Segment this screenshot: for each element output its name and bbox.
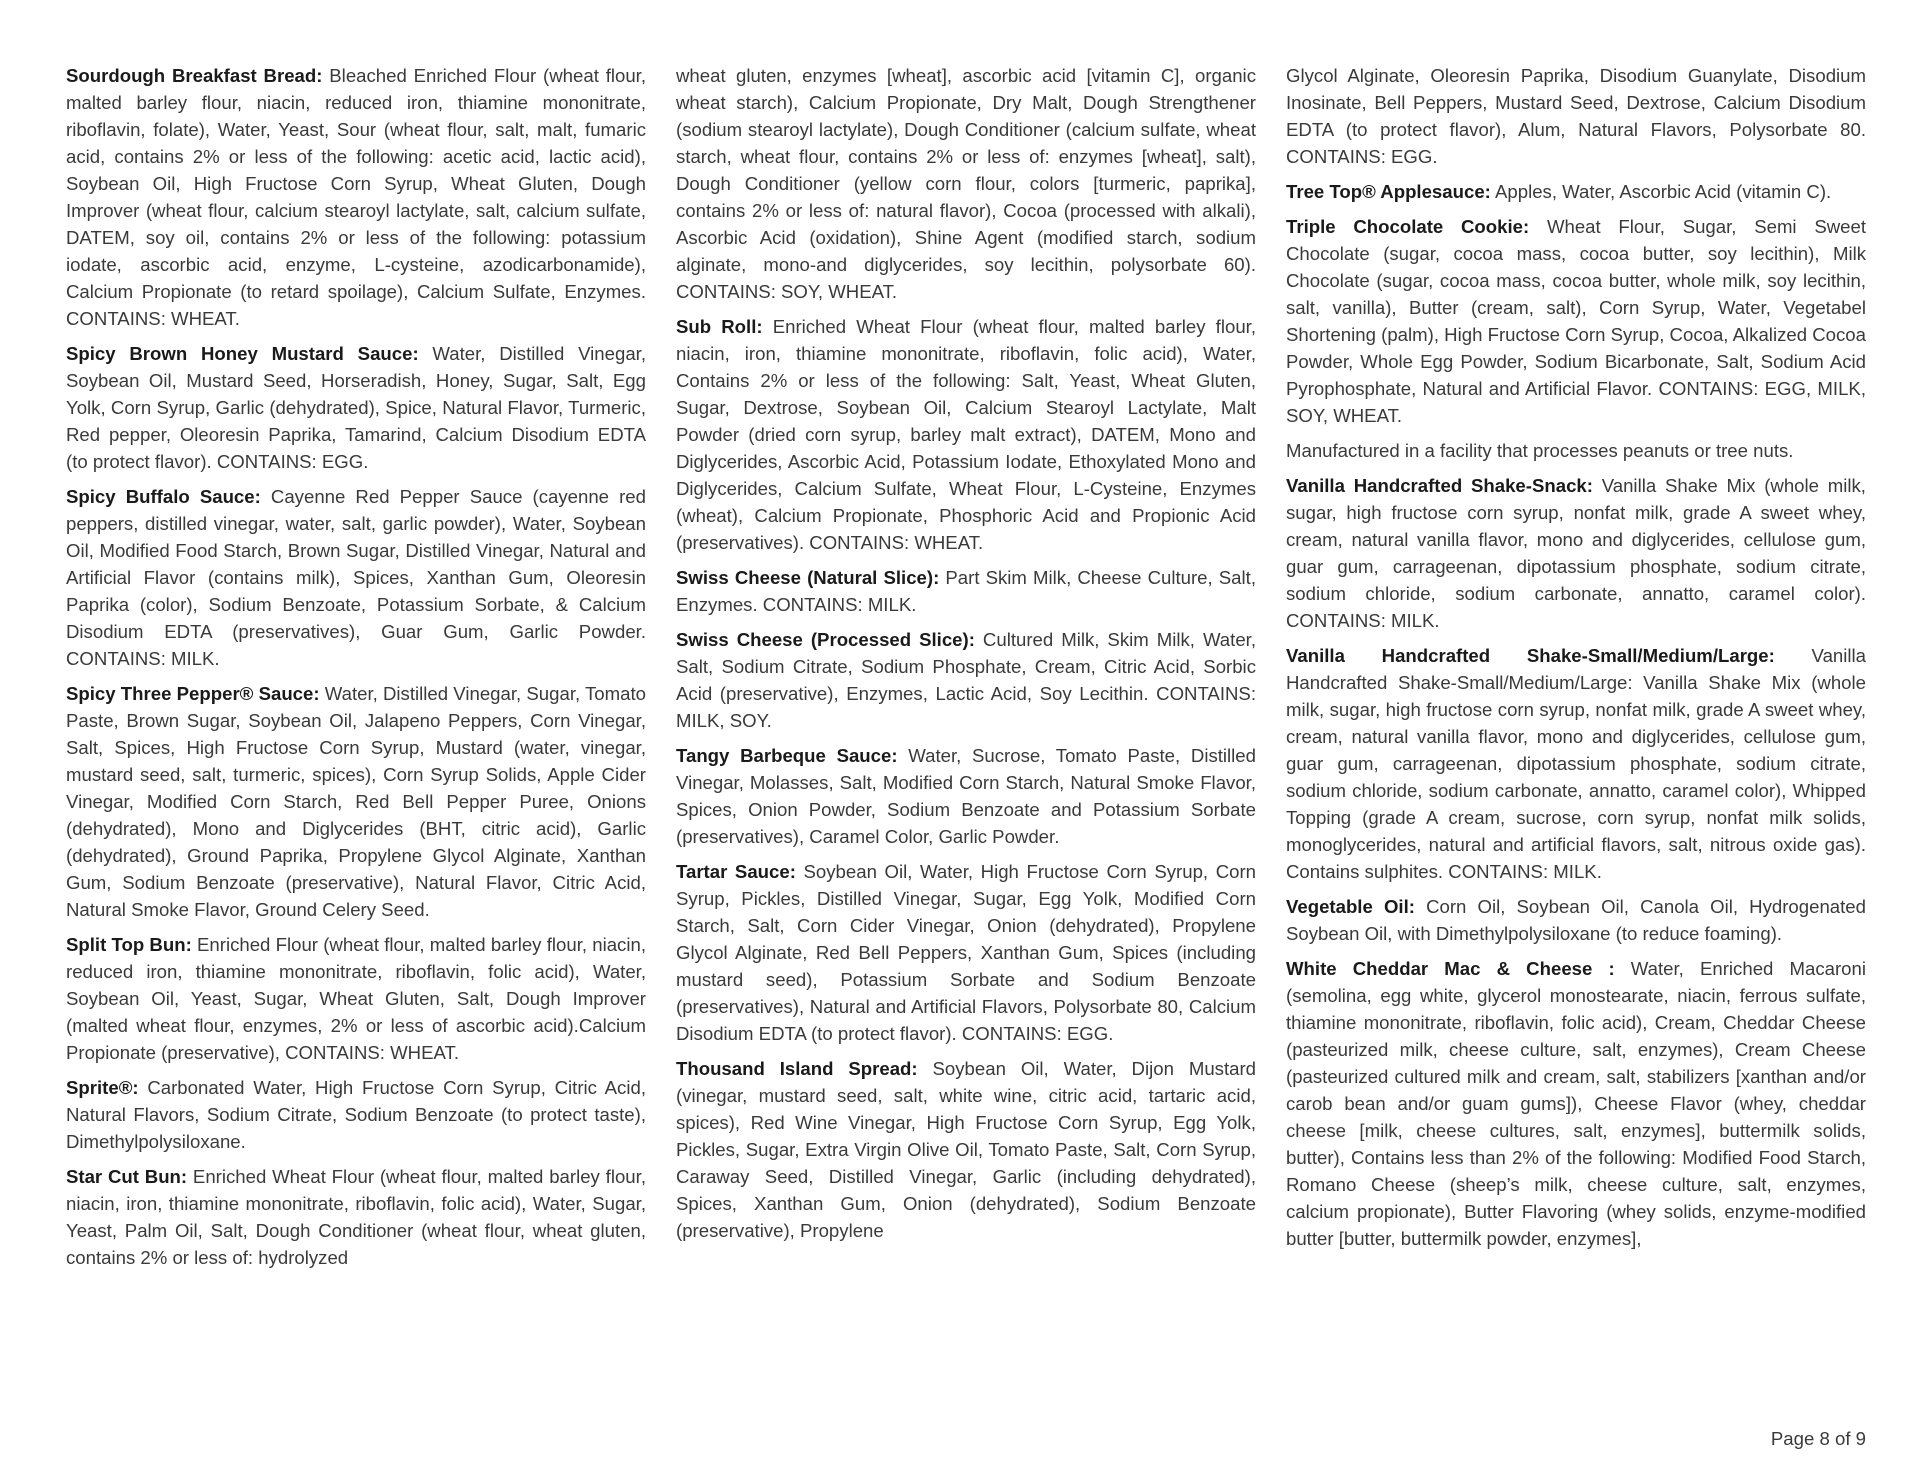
ingredient-list: Cayenne Red Pepper Sauce (cayenne red peppers, distilled vinegar, water, salt, garlic powder), Water, Soybean Oil, Modified Food Starch, Brown Sugar, Distilled Vinegar, Natural and Artificial Flavor (contains milk), Spices, Xanthan Gum, Oleoresin Paprika (color), Sodium Benzoate, Potassium Sorbate, & Calcium Disodium EDTA (preservatives), Guar Gum, Garlic Powder. CONTAINS: MILK.: [66, 486, 646, 669]
ingredient-entry: [1286, 213, 1866, 429]
ingredient-name: Swiss Cheese (Processed Slice):: [676, 629, 975, 650]
ingredient-name: Spicy Buffalo Sauce:: [66, 486, 261, 507]
ingredient-list: Bleached Enriched Flour (wheat flour, malted barley flour, niacin, reduced iron, thiamine mononitrate, riboflavin, folate), Water, Yeast, Sour (wheat flour, salt, malt, fumaric acid, contains 2% or less of the following: acetic acid, lactic acid), Soybean Oil, High Fructose Corn Syrup, Wheat Gluten, Dough Improver (wheat flour, calcium stearoyl lactylate, salt, calcium sulfate, DATEM, soy oil, contains 2% or less of the following: potassium iodate, ascorbic acid, enzyme, L-cysteine, azodicarbonamide), Calcium Propionate (to retard spoilage), Calcium Sulfate, Enzymes. CONTAINS: WHEAT.: [66, 65, 646, 329]
ingredient-entry: [66, 62, 646, 332]
ingredient-list: wheat gluten, enzymes [wheat], ascorbic acid [vitamin C], organic wheat starch), Calcium Propionate, Dry Malt, Dough Strengthener (sodium stearoyl lactylate), Dough Conditioner (calcium sulfate, wheat starch, wheat flour, contains 2% or less of: enzymes [wheat], salt), Dough Conditioner (yellow corn flour, colors [turmeric, paprika], contains 2% or less of: natural flavor), Cocoa (processed with alkali), Ascorbic Acid (oxidation), Shine Agent (modified starch, sodium alginate, mono-and diglycerides, soy lecithin, polysorbate 60). CONTAINS: SOY, WHEAT.: [676, 65, 1256, 302]
ingredient-entry: [66, 931, 646, 1066]
ingredient-entry: [1286, 642, 1866, 885]
ingredient-name: Vegetable Oil:: [1286, 896, 1415, 917]
ingredient-entry: [66, 680, 646, 923]
ingredient-entry: [1286, 893, 1866, 947]
ingredient-name: Sourdough Breakfast Bread:: [66, 65, 323, 86]
page-number: Page 8 of 9: [1770, 1428, 1866, 1449]
ingredient-list: Water, Sucrose, Tomato Paste, Distilled Vinegar, Molasses, Salt, Modified Corn Starch, Natural Smoke Flavor, Spices, Onion Powder, Sodium Benzoate and Potassium Sorbate (preservatives), Caramel Color, Garlic Powder.: [676, 745, 1256, 847]
ingredient-name: Tangy Barbeque Sauce:: [676, 745, 898, 766]
ingredient-name: Sprite®:: [66, 1077, 139, 1098]
ingredient-entry: [66, 1074, 646, 1155]
ingredient-name: Split Top Bun:: [66, 934, 192, 955]
ingredient-list: Soybean Oil, Water, Dijon Mustard (vinegar, mustard seed, salt, white wine, citric acid, tartaric acid, spices), Red Wine Vinegar, High Fructose Corn Syrup, Egg Yolk, Pickles, Sugar, Extra Virgin Olive Oil, Tomato Paste, Salt, Corn Syrup, Caraway Seed, Distilled Vinegar, Garlic (including dehydrated), Spices, Xanthan Gum, Onion (dehydrated), Sodium Benzoate (preservative), Propylene: [676, 1058, 1257, 1241]
ingredient-name: Thousand Island Spread:: [676, 1058, 918, 1079]
ingredient-list: Glycol Alginate, Oleoresin Paprika, Disodium Guanylate, Disodium Inosinate, Bell Peppers, Mustard Seed, Dextrose, Calcium Disodium EDTA (to protect flavor), Alum, Natural Flavors, Polysorbate 80. CONTAINS: EGG.: [1286, 65, 1866, 167]
ingredient-entry: [1286, 62, 1866, 170]
ingredient-list: Wheat Flour, Sugar, Semi Sweet Chocolate (sugar, cocoa mass, cocoa butter, soy lecithin), Milk Chocolate (sugar, cocoa mass, cocoa butter, whole milk, soy lecithin, salt, vanilla), Butter (cream, salt), Corn Syrup, Water, Vegetabel Shortening (palm), High Fructose Corn Syrup, Cocoa, Alkalized Cocoa Powder, Whole Egg Powder, Sodium Bicarbonate, Salt, Sodium Acid Pyrophosphate, Natural and Artificial Flavor. CONTAINS: EGG, MILK, SOY, WHEAT.: [1286, 216, 1867, 426]
ingredient-name: Star Cut Bun:: [66, 1166, 188, 1187]
ingredient-entry: [676, 626, 1256, 734]
ingredient-entry: [676, 742, 1256, 850]
ingredient-entry: [676, 1055, 1256, 1244]
ingredient-list: Carbonated Water, High Fructose Corn Syrup, Citric Acid, Natural Flavors, Sodium Citrate, Sodium Benzoate (to protect taste), Dimethylpolysiloxane.: [66, 1077, 646, 1152]
ingredient-list: Soybean Oil, Water, High Fructose Corn Syrup, Corn Syrup, Pickles, Distilled Vinegar, Sugar, Egg Yolk, Modified Corn Starch, Salt, Corn Cider Vinegar, Onion (dehydrated), Propylene Glycol Alginate, Red Bell Peppers, Xanthan Gum, Spices (including mustard seed), Potassium Sorbate and Sodium Benzoate (preservatives), Natural and Artificial Flavors, Polysorbate 80, Calcium Disodium EDTA (to protect flavor). CONTAINS: EGG.: [676, 861, 1256, 1044]
ingredient-entry: [1286, 178, 1866, 205]
ingredient-name: Vanilla Handcrafted Shake-Small/Medium/Large:: [1286, 645, 1775, 666]
facility-note: [1286, 437, 1866, 464]
column-3: [1286, 62, 1866, 1279]
ingredient-name: Triple Chocolate Cookie:: [1286, 216, 1530, 237]
ingredient-list: Enriched Wheat Flour (wheat flour, malted barley flour, niacin, iron, thiamine mononitrate, riboflavin, folic acid), Water, Contains 2% or less of the following: Salt, Yeast, Wheat Gluten, Sugar, Dextrose, Soybean Oil, Calcium Stearoyl Lactylate, Malt Powder (dried corn syrup, barley malt extract), DATEM, Mono and Diglycerides, Ascorbic Acid, Potassium Iodate, Ethoxylated Mono and Diglycerides, Calcium Sulfate, Wheat Flour, L-Cysteine, Enzymes (wheat), Calcium Propionate, Phosphoric Acid and Propionic Acid (preservatives). CONTAINS: WHEAT.: [676, 316, 1256, 553]
ingredient-list: Corn Oil, Soybean Oil, Canola Oil, Hydrogenated Soybean Oil, with Dimethylpolysiloxane (to reduce foaming).: [1286, 896, 1866, 944]
ingredient-name: Sub Roll:: [676, 316, 763, 337]
ingredient-list: Apples, Water, Ascorbic Acid (vitamin C).: [1490, 181, 1832, 202]
ingredient-entry: [66, 1163, 646, 1271]
ingredient-list: Manufactured in a facility that processes peanuts or tree nuts.: [1286, 440, 1794, 461]
column-1: [66, 62, 646, 1279]
ingredient-entry: [1286, 472, 1866, 634]
ingredient-name: Swiss Cheese (Natural Slice):: [676, 567, 940, 588]
ingredient-entry: [676, 858, 1256, 1047]
ingredient-list: Vanilla Shake Mix (whole milk, sugar, high fructose corn syrup, nonfat milk, grade A sweet whey, cream, natural vanilla flavor, mono and diglycerides, cellulose gum, guar gum, carrageenan, dipotassium phosphate, sodium citrate, sodium chloride, sodium carbonate, annatto, caramel color). CONTAINS: MILK.: [1286, 475, 1866, 631]
ingredient-name: Vanilla Handcrafted Shake-Snack:: [1286, 475, 1593, 496]
ingredient-name: Tartar Sauce:: [676, 861, 796, 882]
ingredient-name: Spicy Three Pepper® Sauce:: [66, 683, 320, 704]
ingredient-name: Tree Top® Applesauce:: [1286, 181, 1491, 202]
ingredient-columns: [66, 62, 1866, 1279]
ingredient-name: White Cheddar Mac & Cheese :: [1286, 958, 1615, 979]
ingredient-list: Part Skim Milk, Cheese Culture, Salt, Enzymes. CONTAINS: MILK.: [676, 567, 1256, 615]
ingredient-list: Enriched Flour (wheat flour, malted barley flour, niacin, reduced iron, thiamine mononitrate, riboflavin, folic acid), Water, Soybean Oil, Yeast, Sugar, Wheat Gluten, Salt, Dough Improver (malted wheat flour, enzymes, 2% or less of ascorbic acid).Calcium Propionate (preservative), CONTAINS: WHEAT.: [66, 934, 646, 1063]
ingredient-list: Enriched Wheat Flour (wheat flour, malted barley flour, niacin, iron, thiamine mononitrate, riboflavin, folic acid), Water, Sugar, Yeast, Palm Oil, Salt, Dough Conditioner (wheat flour, wheat gluten, contains 2% or less of: hydrolyzed: [66, 1166, 646, 1268]
ingredient-entry: [676, 62, 1256, 305]
ingredient-list: Cultured Milk, Skim Milk, Water, Salt, Sodium Citrate, Sodium Phosphate, Cream, Citric Acid, Sorbic Acid (preservative), Enzymes, Lactic Acid, Soy Lecithin. CONTAINS: MILK, SOY.: [676, 629, 1256, 731]
ingredient-entry: [66, 483, 646, 672]
ingredient-name: Spicy Brown Honey Mustard Sauce:: [66, 343, 419, 364]
ingredient-list: Water, Distilled Vinegar, Sugar, Tomato Paste, Brown Sugar, Soybean Oil, Jalapeno Peppers, Corn Vinegar, Salt, Spices, High Fructose Corn Syrup, Mustard (water, vinegar, mustard seed, salt, turmeric, spices), Corn Syrup Solids, Apple Cider Vinegar, Modified Corn Starch, Red Bell Pepper Puree, Onions (dehydrated), Mono and Diglycerides (BHT, citric acid), Garlic (dehydrated), Ground Paprika, Propylene Glycol Alginate, Xanthan Gum, Sodium Benzoate (preservative), Natural Flavor, Citric Acid, Natural Smoke Flavor, Ground Celery Seed.: [66, 683, 646, 920]
column-2: [676, 62, 1256, 1279]
ingredient-list: Water, Enriched Macaroni (semolina, egg white, glycerol monostearate, niacin, ferrous sulfate, thiamine mononitrate, riboflavin, folic acid), Cream, Cheddar Cheese (pasteurized milk, cheese culture, salt, enzymes), Cream Cheese (pasteurized cultured milk and cream, salt, stabilizers [xanthan and/or carob bean and/or guam gums]), Cheese Flavor (whey, cheddar cheese [milk, cheese cultures, salt, enzymes], buttermilk solids, butter), Contains less than 2% of the following: Modified Food Starch, Romano Cheese (sheep’s milk, cheese culture, salt, enzymes, calcium propionate), Butter Flavoring (whey solids, enzyme-modified butter [butter, buttermilk powder, enzymes],: [1286, 958, 1866, 1249]
ingredient-entry: [676, 313, 1256, 556]
ingredient-entry: [66, 340, 646, 475]
ingredient-entry: [1286, 955, 1866, 1252]
ingredient-entry: [676, 564, 1256, 618]
ingredient-list: Vanilla Handcrafted Shake-Small/Medium/Large: Vanilla Shake Mix (whole milk, sugar, high fructose corn syrup, nonfat milk, grade A sweet whey, cream, natural vanilla flavor, mono and diglycerides, cellulose gum, guar gum, carrageenan, dipotassium phosphate, sodium citrate, sodium chloride, sodium carbonate, annatto, caramel color), Whipped Topping (grade A cream, sucrose, corn syrup, nonfat milk solids, monoglycerides, natural and artificial flavors, salt, nitrous oxide gas). Contains sulphites. CONTAINS: MILK.: [1286, 645, 1866, 882]
ingredient-list: Water, Distilled Vinegar, Soybean Oil, Mustard Seed, Horseradish, Honey, Sugar, Salt, Egg Yolk, Corn Syrup, Garlic (dehydrated), Spice, Natural Flavor, Turmeric, Red pepper, Oleoresin Paprika, Tamarind, Calcium Disodium EDTA (to protect flavor). CONTAINS: EGG.: [66, 343, 646, 472]
